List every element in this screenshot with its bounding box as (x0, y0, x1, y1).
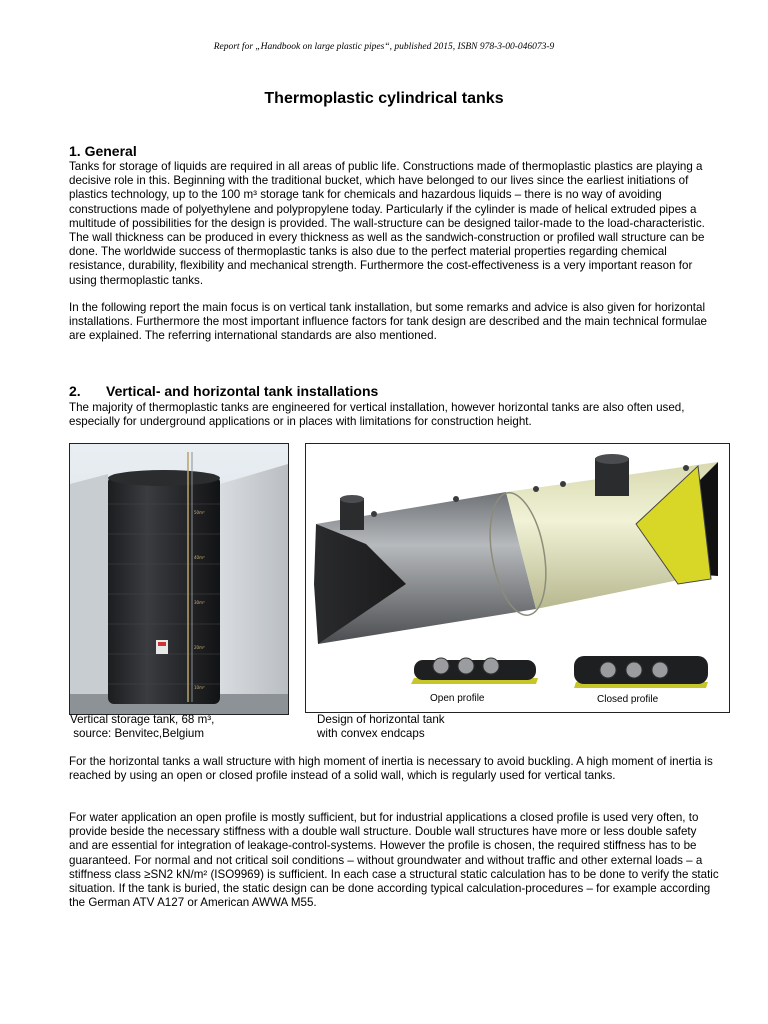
vertical-tank-illustration (70, 444, 288, 714)
section-1-heading: 1. General (69, 143, 137, 159)
closed-profile-label: Closed profile (597, 694, 659, 705)
section-2-number: 2. (69, 383, 81, 399)
page-title: Thermoplastic cylindrical tanks (264, 90, 504, 107)
section-1-paragraph: Tanks for storage of liquids are required in all areas of public life. Constructions made of thermoplastic plastics are playing a decisive role in this. Beginning with the traditional bucket, which have belonged to our lives since the earliest initiations of plastics technology, up to the 100 m³ storage tank for chemicals and hazardous liquids – there is no way of avoiding constructions made of polyethylene and polypropylene today. Particularly if the cylinder is made of helical extruded pipes a multitude of possibilities for the design is provided. The wall-structure can be designed tailor-made to the load-characteristic. The wall thickness can be produced in every thickness as well as the sandwich-construction or profiled wall structure can be done. The worldwide success of thermoplastic tanks is also due to the perfect material properties regarding chemical resistance, durability, flexibility and mechanical strength. Furthermore the cost-effectiveness is a very important reason for using thermoplastic tanks. (69, 160, 705, 287)
horizontal-tank-caption (317, 713, 445, 741)
tank-scale-mark: 20m³ (194, 645, 205, 650)
section-2-title: Vertical- and horizontal tank installations (106, 383, 379, 399)
vertical-tank-figure (69, 443, 289, 715)
section-1-paragraph-2: In the following report the main focus is on vertical tank installation, but some remarks and advice is also given for horizontal installations. Furthermore the most important influence factors for tank design are described and the main technical formulae are explained. The referring international standards are also mentioned. (69, 301, 707, 343)
body-paragraph: For the horizontal tanks a wall structure with high moment of inertia is necessary to avoid buckling. A high moment of inertia is reached by using an open or closed profile instead of a solid wall, which is regularly used for vertical tanks. (69, 755, 713, 783)
tank-scale-mark: 30m³ (194, 600, 205, 605)
horizontal-tank-caption-line-2: with convex endcaps (317, 727, 425, 740)
report-header-note: Report for „Handbook on large plastic pipes“, published 2015, ISBN 978-3-00-046073-9 (213, 42, 555, 52)
section-2-heading (69, 383, 378, 399)
tank-scale-mark: 50m³ (194, 510, 205, 515)
body-paragraph: For water application an open profile is mostly sufficient, but for industrial applications a closed profile is used very often, to provide beside the necessary stiffness with a double wall structure. Double wall structures have more or less double safety and are essential for integration of leakage-control-systems. However the profile is chosen, the required stiffness has to be guaranteed. For normal and not critical soil conditions – without groundwater and without traffic and other external loads – a stiffness class ≥SN2 kN/m² (ISO9969) is sufficient. In each case a structural static calculation has to be done to verify the static situation. If the tank is buried, the static design can be done according typical calculation-procedures – for example according the German ATV A127 or American AWWA M55. (69, 811, 719, 910)
section-2-intro: The majority of thermoplastic tanks are engineered for vertical installation, however horizontal tanks are also often used, especially for underground applications or in places with limitations for construction height. (69, 401, 685, 429)
horizontal-tank-caption-line-1: Design of horizontal tank (317, 713, 445, 726)
tank-scale-mark: 40m³ (194, 555, 205, 560)
vertical-tank-caption-line-2: source: Benvitec,Belgium (70, 727, 205, 740)
tank-scale-mark: 10m³ (194, 685, 205, 690)
vertical-tank-caption (70, 713, 214, 741)
horizontal-tank-illustration (306, 444, 729, 712)
vertical-tank-caption-line-1: Vertical storage tank, 68 m³, (70, 713, 215, 726)
open-profile-label: Open profile (430, 693, 485, 704)
horizontal-tank-figure (305, 443, 730, 713)
